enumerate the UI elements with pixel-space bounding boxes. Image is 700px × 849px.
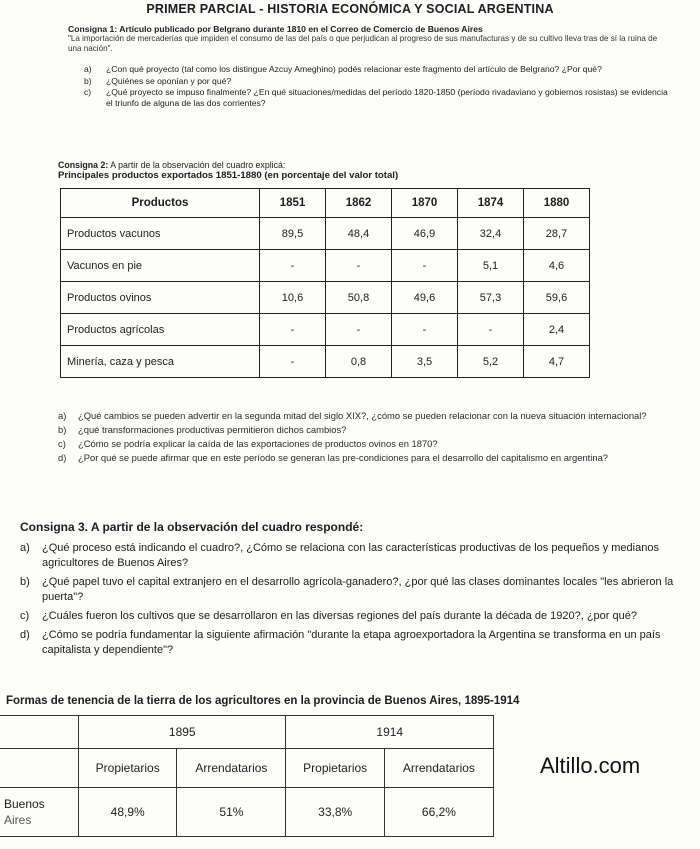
table-empty-cell [0,749,79,788]
question-item [20,628,700,658]
question-text: ¿Cómo se podría fundamentar la siguiente afirmación "durante la etapa agroexportadora la Argentina se transforma en un país capitalista y dependiente"? [42,629,661,656]
question-text: ¿Qué proceso está indicando el cuadro?, ¿Cómo se relaciona con las características productivas de los pequeños y medianos agricultores de Buenos Aires? [42,542,659,569]
table-cell: 0,8 [326,346,392,378]
question-item [58,438,658,450]
year-header: 1914 [286,716,494,749]
column-header: 1851 [260,189,326,218]
row-label: Buenos Aires [0,788,79,837]
column-header: 1862 [326,189,392,218]
question-text: ¿Qué papel tuvo el capital extranjero en el desarrollo agrícola-ganadero?, ¿por qué las clases dominantes locales "les abrieron la puerta"? [42,576,674,603]
question-item [20,609,700,624]
table-cell: - [392,250,458,282]
question-item [58,410,658,422]
question-item [58,452,658,464]
consigna-3 [20,520,700,662]
tenencia-table-title: Formas de tenencia de la tierra de los agricultores en la provincia de Buenos Aires, 1895-1914 [6,695,520,707]
table-cell: 50,8 [326,282,392,314]
question-letter: c) [58,438,66,449]
column-header: Propietarios [79,749,177,788]
table-cell: - [326,250,392,282]
question-text: ¿qué transformaciones productivas permitieron dichos cambios? [78,424,347,435]
table-cell: 33,8% [286,788,384,837]
table-cell: - [260,346,326,378]
table-cell: 46,9 [392,218,458,250]
question-text: ¿Qué cambios se pueden advertir en la segunda mitad del siglo XIX?, ¿cómo se pueden relacionar con la nueva situación internacional? [78,410,647,421]
consigna-2-questions [58,410,658,466]
question-item [58,424,658,436]
table-cell: 48,9% [79,788,177,837]
page-title: PRIMER PARCIAL - HISTORIA ECONÓMICA Y SOCIAL ARGENTINA [146,2,554,16]
row-label: Productos agrícolas [61,314,260,346]
question-letter: b) [58,424,67,435]
question-letter: c) [20,610,30,622]
consigna-3-heading: Consigna 3. A partir de la observación del cuadro respondé: [20,520,364,534]
question-item [20,575,700,605]
table-cell: - [260,250,326,282]
table-cell: 49,6 [392,282,458,314]
column-header: Propietarios [286,749,384,788]
table-cell: 59,6 [524,282,590,314]
row-label: Productos vacunos [61,218,260,250]
question-text: ¿Cómo se podría explicar la caída de las exportaciones de productos ovinos en 1870? [78,438,438,449]
question-text: ¿Por qué se puede afirmar que en este período se generan las pre-condiciones para el desarrollo del capitalismo en argentina? [78,452,609,463]
export-table [60,188,590,378]
consigna-3-questions [20,541,700,658]
year-header: 1895 [79,716,286,749]
export-table-title: Principales productos exportados 1851-1880 (en porcentaje del valor total) [58,170,399,181]
table-row [61,282,590,314]
row-label: Productos ovinos [61,282,260,314]
question-text: ¿Qué proyecto se impuso finalmente? ¿En qué situaciones/medidas del período 1820-1850 (período rivadaviano y gobiernos rosistas) se evidencia el triunfo de alguna de las dos corrientes? [106,87,668,108]
question-item [84,87,668,108]
row-label: Minería, caza y pesca [61,346,260,378]
column-header: Productos [61,189,260,218]
table-cell: 4,6 [524,250,590,282]
consigna-1-heading: Consigna 1: Artículo publicado por Belgrano durante 1810 en el Correo de Comercio de Buenos Aires [68,24,483,34]
consigna-1 [68,24,668,109]
table-cell: - [326,314,392,346]
table-row [61,218,590,250]
row-label: Vacunos en pie [61,250,260,282]
table-row [61,346,590,378]
question-letter: a) [58,410,67,421]
question-letter: a) [20,542,30,554]
question-text: ¿Quiénes se oponían y por qué? [106,75,232,86]
question-text: ¿Con qué proyecto (tal como los distingue Azcuy Ameghino) podés relacionar este fragmento del artículo de Belgrano? ¿Por qué? [106,64,602,74]
question-letter: b) [20,576,30,588]
column-header: Arrendatarios [384,749,493,788]
question-item [84,64,668,75]
question-item [20,541,700,571]
question-letter: c) [84,87,92,97]
table-cell: 10,6 [260,282,326,314]
question-text: ¿Cuáles fueron los cultivos que se desarrollaron en las diversas regiones del país durante la década de 1920?, ¿por qué? [42,610,637,622]
table-cell: - [458,314,524,346]
column-header: Arrendatarios [177,749,286,788]
table-cell: 57,3 [458,282,524,314]
table-cell: 32,4 [458,218,524,250]
table-cell: 51% [177,788,286,837]
watermark-text: Altillo.com [540,753,641,778]
table-row [61,314,590,346]
table-cell: 48,4 [326,218,392,250]
column-header: 1880 [524,189,590,218]
question-item [84,76,668,87]
table-cell: 3,5 [392,346,458,378]
question-letter: a) [84,64,92,74]
consigna-1-questions [68,64,668,108]
table-cell: 28,7 [524,218,590,250]
column-header: 1870 [392,189,458,218]
consigna-1-quote: "La importación de mercaderías que impiden el consumo de las del país o que perjudican al progreso de sus manufacturas y de su cultivo lleva tras de sí la ruina de una nación". [68,34,658,53]
table-row [61,250,590,282]
table-cell: 5,1 [458,250,524,282]
table-cell: 89,5 [260,218,326,250]
tenencia-table [0,715,494,837]
table-cell: 4,7 [524,346,590,378]
question-letter: d) [20,629,30,641]
consigna-2-heading: Consigna 2: A partir de la observación del cuadro explicá: Principales productos exportados 1851-1880 (en porcentaje del valor total) [58,160,399,181]
column-header: 1874 [458,189,524,218]
question-letter: d) [58,452,67,463]
table-cell: 66,2% [384,788,493,837]
question-letter: b) [84,75,92,86]
table-cell: - [260,314,326,346]
table-cell: 5,2 [458,346,524,378]
table-cell: 2,4 [524,314,590,346]
table-cell: - [392,314,458,346]
table-corner-cell [0,716,79,749]
